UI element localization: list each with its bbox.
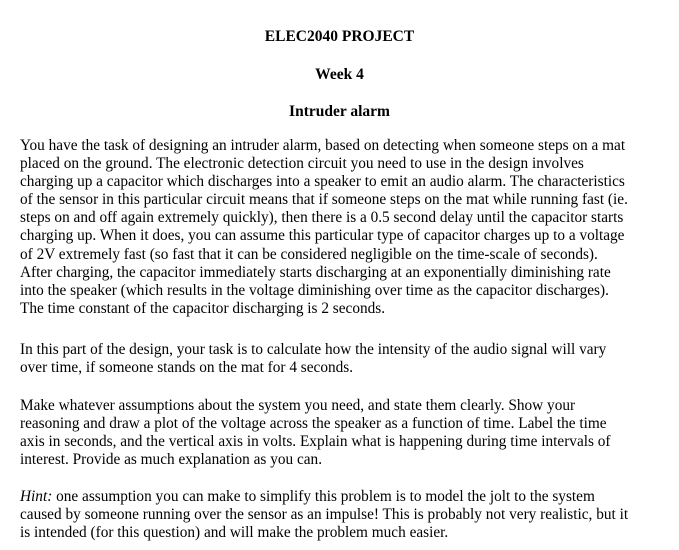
- hint-line: caused by someone running over the sensor as an impulse! This is probably not very realistic, but it: [20, 506, 629, 524]
- paragraph-line: After charging, the capacitor immediately starts discharging at an exponentially diminishing rate: [20, 263, 611, 281]
- paragraph-line: Make whatever assumptions about the system you need, and state them clearly. Show your: [20, 397, 576, 414]
- paragraph-hint: [20, 488, 670, 542]
- paragraph-line: placed on the ground. The electronic detection circuit you need to use in the design involves: [20, 155, 584, 173]
- paragraph-line: In this part of the design, your task is to calculate how the intensity of the audio signal will vary: [20, 341, 607, 358]
- week-heading: Week 4: [315, 66, 364, 83]
- topic-heading: Intruder alarm: [289, 103, 390, 120]
- paragraph-line: over time, if someone stands on the mat for 4 seconds.: [20, 359, 354, 377]
- paragraph-line: interest. Provide as much explanation as you can.: [20, 451, 323, 469]
- paragraph-line: charging up a capacitor which discharges into a speaker to emit an audio alarm. The characteristics: [20, 173, 625, 191]
- paragraph-line: charging up. When it does, you can assume this particular type of capacitor charges up to a voltage: [20, 227, 625, 245]
- document-title: ELEC2040 PROJECT: [264, 28, 415, 45]
- paragraph-instructions: [20, 397, 670, 469]
- paragraph-task-description: [20, 137, 670, 318]
- paragraph-line: of the sensor in this particular circuit means that if someone steps on the mat while running fast (ie.: [20, 191, 628, 209]
- paragraph-line: The time constant of the capacitor discharging is 2 seconds.: [20, 299, 386, 317]
- paragraph-line: axis in seconds, and the vertical axis in volts. Explain what is happening during time intervals of: [20, 433, 611, 451]
- hint-line: [20, 488, 670, 506]
- paragraph-design-task: [20, 341, 670, 377]
- paragraph-line: reasoning and draw a plot of the voltage across the speaker as a function of time. Label the time: [20, 415, 607, 433]
- paragraph-line: into the speaker (which results in the voltage diminishing over time as the capacitor discharges).: [20, 281, 609, 299]
- hint-line: is intended (for this question) and will make the problem much easier.: [20, 524, 449, 542]
- paragraph-line: steps on and off again extremely quickly), then there is a 0.5 second delay until the capacitor starts: [20, 209, 624, 227]
- hint-text: one assumption you can make to simplify this problem is to model the jolt to the system: [52, 488, 595, 505]
- hint-label: Hint:: [20, 488, 53, 505]
- paragraph-line: of 2V extremely fast (so fast that it can be considered negligible on the time-scale of seconds).: [20, 245, 598, 263]
- paragraph-line: You have the task of designing an intruder alarm, based on detecting when someone steps on a mat: [20, 137, 626, 154]
